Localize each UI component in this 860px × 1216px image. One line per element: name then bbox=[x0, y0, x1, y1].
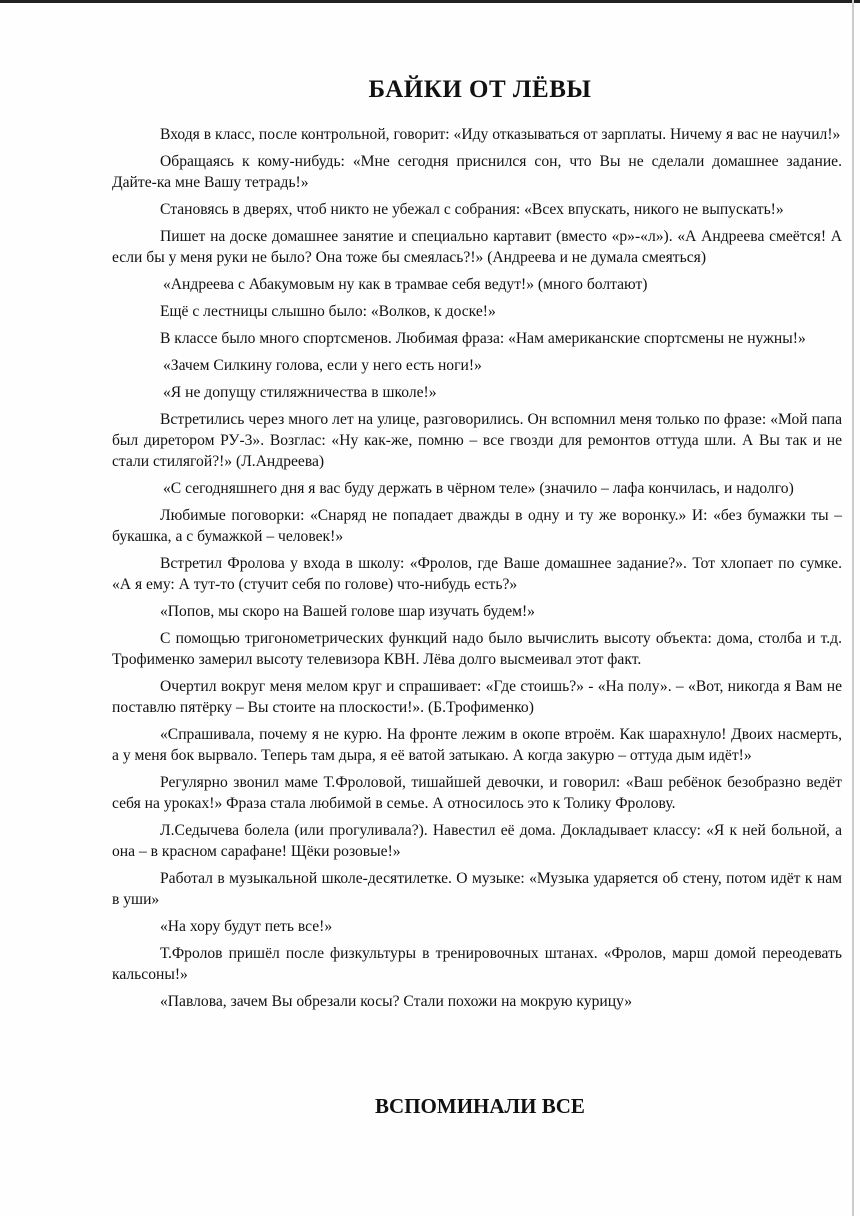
paragraph: «С сегодняшнего дня я вас буду держать в чёрном теле» (значило – лафа кончилась, и надолго) bbox=[163, 480, 794, 497]
scan-edge-right bbox=[852, 0, 854, 1216]
paragraph: С помощью тригонометрических функций надо было вычислить высоту объекта: дома, столба и т.д. Трофименко замерил высоту телевизора КВН. Лёва долго высмеивал этот факт. bbox=[112, 630, 842, 668]
paragraph: Обращаясь к кому-нибудь: «Мне сегодня приснился сон, что Вы не сделали домашнее задание. Дайте-ка мне Вашу тетрадь!» bbox=[112, 153, 842, 191]
paragraph: Пишет на доске домашнее занятие и специально картавит (вместо «р»-«л»). «А Андреева смеётся! А если бы у меня руки не было? Она тоже бы смеялась?!» (Андреева и не думала смеяться) bbox=[112, 228, 842, 266]
page-title: БАЙКИ ОТ ЛЁВЫ bbox=[368, 76, 592, 103]
paragraph: Любимые поговорки: «Снаряд не попадает дважды в одну и ту же воронку.» И: «без бумажки ты – букашка, а с бумажкой – человек!» bbox=[112, 507, 842, 545]
paragraph: «Павлова, зачем Вы обрезали косы? Стали похожи на мокрую курицу» bbox=[160, 993, 633, 1010]
paragraph: Л.Седычева болела (или прогуливала?). Навестил её дома. Докладывает классу: «Я к ней больной, а она – в красном сарафане! Щёки розовые!» bbox=[112, 822, 842, 860]
paragraph: Регулярно звонил маме Т.Фроловой, тишайшей девочки, и говорил: «Ваш ребёнок безобразно ведёт себя на уроках!» Фраза стала любимой в семье. А относилось это к Толику Фролову. bbox=[112, 774, 842, 812]
scan-edge-top bbox=[0, 0, 860, 3]
paragraph: «Андреева с Абакумовым ну как в трамвае себя ведут!» (много болтают) bbox=[163, 276, 648, 293]
paragraph: «Спрашивала, почему я не курю. На фронте лежим в окопе втроём. Как шарахнуло! Двоих насмерть, а у меня бок вырвало. Теперь там дыра, я её ватой затыкаю. А когда закурю – оттуда дым идёт!» bbox=[112, 726, 842, 764]
paragraph: Очертил вокруг меня мелом круг и спрашивает: «Где стоишь?» - «На полу». – «Вот, никогда я Вам не поставлю пятёрку – Вы стоите на плоскости!». (Б.Трофименко) bbox=[112, 678, 842, 716]
paragraph: «Зачем Силкину голова, если у него есть ноги!» bbox=[163, 357, 482, 374]
closing-title: ВСПОМИНАЛИ ВСЕ bbox=[375, 1094, 585, 1118]
anecdote-list bbox=[112, 124, 842, 1018]
paragraph: Встретились через много лет на улице, разговорились. Он вспомнил меня только по фразе: «Мой папа был диретором РУ-3». Возглас: «Ну как-же, помню – все гвозди для ремонтов оттуда шли. А Вы так и не стали стилягой?!» (Л.Андреева) bbox=[112, 411, 842, 470]
paragraph: Входя в класс, после контрольной, говорит: «Иду отказываться от зарплаты. Ничему я вас не научил!» bbox=[160, 126, 841, 143]
paragraph: Т.Фролов пришёл после физкультуры в тренировочных штанах. «Фролов, марш домой переодевать кальсоны!» bbox=[112, 945, 842, 983]
paragraph: Становясь в дверях, чтоб никто не убежал с собрания: «Всех впускать, никого не выпускать!» bbox=[160, 201, 784, 218]
paragraph: Встретил Фролова у входа в школу: «Фролов, где Ваше домашнее задание?». Тот хлопает по сумке. «А я ему: А тут-то (стучит себя по голове) что-нибудь есть?» bbox=[112, 555, 842, 593]
paragraph: «Я не допущу стиляжничества в школе!» bbox=[163, 384, 437, 401]
paragraph: Ещё с лестницы слышно было: «Волков, к доске!» bbox=[160, 303, 496, 320]
paragraph: «Попов, мы скоро на Вашей голове шар изучать будем!» bbox=[160, 603, 535, 620]
paragraph: В классе было много спортсменов. Любимая фраза: «Нам американские спортсмены не нужны!» bbox=[160, 330, 806, 347]
paragraph: Работал в музыкальной школе-десятилетке. О музыке: «Музыка ударяется об стену, потом идёт к нам в уши» bbox=[112, 870, 842, 908]
paragraph: «На хору будут петь все!» bbox=[160, 918, 333, 935]
